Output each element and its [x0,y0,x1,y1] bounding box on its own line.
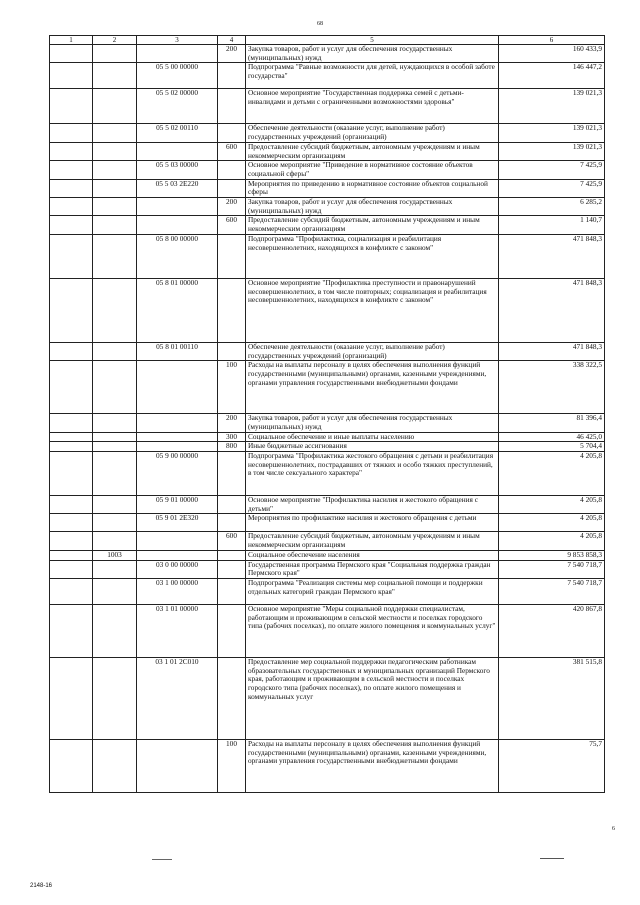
cell-c1 [50,496,93,514]
cell-c4: 200 [218,414,246,432]
cell-c2 [93,234,137,278]
cell-c3 [137,432,218,442]
cell-c6: 381 515,8 [499,657,605,739]
cell-c5: Предоставление мер социальной поддержки педагогическим работникам образовательных государственных и муниципальных организаций Пермского края, работающим и проживающим в сельской местности и поселках городского типа (рабочих поселках), по оплате жилого помещения и коммунальных услуг [246,657,499,739]
cell-c1 [50,63,93,89]
cell-c6: 139 021,3 [499,142,605,160]
table-row [50,452,605,496]
table-row [50,124,605,142]
cell-c1 [50,514,93,532]
cell-c4: 600 [218,142,246,160]
cell-c2 [93,198,137,216]
cell-c1 [50,89,93,124]
cell-c6: 7 425,9 [499,161,605,179]
cell-c4 [218,657,246,739]
cell-c1 [50,452,93,496]
table-row [50,604,605,657]
cell-c5: Основное мероприятие "Приведение в нормативное состояние объектов социальной сферы" [246,161,499,179]
cell-c3 [137,216,218,234]
cell-c6: 4 205,8 [499,532,605,550]
cell-c1 [50,161,93,179]
cell-c4: 100 [218,739,246,792]
cell-c4 [218,179,246,197]
cell-c4 [218,234,246,278]
cell-c4 [218,124,246,142]
column-header: 3 [137,36,218,45]
table-row [50,198,605,216]
cell-c6: 9 853 858,3 [499,550,605,560]
cell-c3 [137,198,218,216]
cell-c1 [50,414,93,432]
scan-mark [540,858,564,859]
cell-c1 [50,361,93,414]
cell-c6: 4 205,8 [499,496,605,514]
cell-c6: 7 540 718,7 [499,560,605,578]
cell-c6: 5 704,4 [499,442,605,452]
cell-c4 [218,278,246,342]
table-row [50,63,605,89]
cell-c4 [218,342,246,360]
table-row [50,45,605,63]
cell-c5: Подпрограмма "Реализация системы мер социальной помощи и поддержки отдельных категорий граждан Пермского края" [246,578,499,604]
cell-c4 [218,550,246,560]
cell-c6: 4 205,8 [499,514,605,532]
cell-c5: Основное мероприятие "Государственная поддержка семей с детьми-инвалидами и детьми с ограниченными возможностями здоровья" [246,89,499,124]
cell-c6: 7 540 718,7 [499,578,605,604]
cell-c3: 05 9 01 00000 [137,496,218,514]
cell-c3: 03 1 01 00000 [137,604,218,657]
cell-c1 [50,342,93,360]
column-header: 6 [499,36,605,45]
cell-c1 [50,739,93,792]
cell-c1 [50,657,93,739]
cell-c6: 1 140,7 [499,216,605,234]
cell-c3: 03 1 00 00000 [137,578,218,604]
cell-c3: 05 9 01 2Е320 [137,514,218,532]
cell-c2 [93,532,137,550]
cell-c6: 139 021,3 [499,89,605,124]
cell-c6: 4 205,8 [499,452,605,496]
cell-c4 [218,496,246,514]
cell-c2: 1003 [93,550,137,560]
cell-c6: 471 848,3 [499,278,605,342]
cell-c2 [93,124,137,142]
cell-c1 [50,442,93,452]
column-header: 5 [246,36,499,45]
cell-c4: 100 [218,361,246,414]
table-row [50,657,605,739]
cell-c2 [93,142,137,160]
table-row [50,342,605,360]
cell-c1 [50,560,93,578]
cell-c2 [93,63,137,89]
cell-c5: Подпрограмма "Равные возможности для детей, нуждающихся в особой заботе государства" [246,63,499,89]
cell-c6: 471 848,3 [499,342,605,360]
cell-c4: 600 [218,532,246,550]
cell-c3 [137,550,218,560]
cell-c5: Мероприятия по профилактике насилия и жестокого обращения с детьми [246,514,499,532]
cell-c5: Предоставление субсидий бюджетным, автономным учреждениям и иным некоммерческим организациям [246,142,499,160]
cell-c4 [218,560,246,578]
cell-c5: Социальное обеспечение населения [246,550,499,560]
cell-c6: 160 433,9 [499,45,605,63]
cell-c1 [50,432,93,442]
table-row [50,739,605,792]
cell-c6: 420 867,8 [499,604,605,657]
cell-c4 [218,604,246,657]
cell-c4: 300 [218,432,246,442]
cell-c5: Подпрограмма "Профилактика жестокого обращения с детьми и реабилитация несовершеннолетних, пострадавших от тяжких и особо тяжких преступлений, в том числе сексуального характера" [246,452,499,496]
cell-c3: 03 1 01 2С010 [137,657,218,739]
page-number: 68 [317,21,323,27]
cell-c5: Основное мероприятие "Профилактика преступности и правонарушений несовершеннолетних, в том числе повторных; социализация и реабилитация несовершеннолетних, находящихся в конфликте с законом" [246,278,499,342]
table-row [50,432,605,442]
cell-c5: Закупка товаров, работ и услуг для обеспечения государственных (муниципальных) нужд [246,45,499,63]
cell-c3: 05 9 00 00000 [137,452,218,496]
cell-c2 [93,45,137,63]
cell-c1 [50,142,93,160]
cell-c6: 81 396,4 [499,414,605,432]
cell-c3: 05 5 03 2Е220 [137,179,218,197]
cell-c4: 200 [218,198,246,216]
cell-c4: 200 [218,45,246,63]
cell-c2 [93,89,137,124]
cell-c1 [50,45,93,63]
table-row [50,442,605,452]
cell-c6: 75,7 [499,739,605,792]
cell-c6: 146 447,2 [499,63,605,89]
column-header: 1 [50,36,93,45]
cell-c1 [50,216,93,234]
cell-c6: 46 425,0 [499,432,605,442]
cell-c6: 6 285,2 [499,198,605,216]
cell-c5: Основное мероприятие "Меры социальной поддержки специалистам, работающим и проживающим в сельской местности и поселках городского типа (рабочих поселках), по оплате жилого помещения и коммунальных услуг" [246,604,499,657]
cell-c5: Социальное обеспечение и иные выплаты населению [246,432,499,442]
cell-c4: 800 [218,442,246,452]
cell-c1 [50,532,93,550]
cell-c2 [93,442,137,452]
cell-c2 [93,414,137,432]
table-row [50,216,605,234]
cell-c2 [93,342,137,360]
cell-c2 [93,452,137,496]
cell-c1 [50,578,93,604]
table-row [50,142,605,160]
cell-c4 [218,452,246,496]
cell-c3: 05 8 00 00000 [137,234,218,278]
table-row [50,361,605,414]
cell-c5: Расходы на выплаты персоналу в целях обеспечения выполнения функций государственными (муниципальными) органами, казенными учреждениями, органами управления государственными внебюджетными фондами [246,361,499,414]
cell-c5: Закупка товаров, работ и услуг для обеспечения государственных (муниципальных) нужд [246,414,499,432]
cell-c2 [93,739,137,792]
table-row [50,514,605,532]
cell-c6: 471 848,3 [499,234,605,278]
cell-c6: 7 425,9 [499,179,605,197]
cell-c2 [93,278,137,342]
cell-c5: Обеспечение деятельности (оказание услуг, выполнение работ) государственных учреждений (организаций) [246,342,499,360]
cell-c6: 338 322,5 [499,361,605,414]
cell-c4: 600 [218,216,246,234]
cell-c3: 05 5 00 00000 [137,63,218,89]
cell-c5: Закупка товаров, работ и услуг для обеспечения государственных (муниципальных) нужд [246,198,499,216]
scan-mark [152,859,172,860]
cell-c2 [93,604,137,657]
cell-c5: Обеспечение деятельности (оказание услуг, выполнение работ) государственных учреждений (организаций) [246,124,499,142]
cell-c2 [93,496,137,514]
cell-c3 [137,361,218,414]
cell-c5: Мероприятия по приведению в нормативное состояние объектов социальной сферы [246,179,499,197]
table-row [50,161,605,179]
table-row [50,234,605,278]
cell-c1 [50,198,93,216]
column-header: 2 [93,36,137,45]
cell-c2 [93,432,137,442]
cell-c2 [93,514,137,532]
cell-c3: 05 5 02 00110 [137,124,218,142]
cell-c1 [50,234,93,278]
column-header: 4 [218,36,246,45]
cell-c4 [218,514,246,532]
cell-c2 [93,179,137,197]
document-code: 2148-16 [30,883,53,889]
cell-c1 [50,124,93,142]
cell-c2 [93,216,137,234]
cell-c4 [218,63,246,89]
cell-c3 [137,532,218,550]
cell-c1 [50,179,93,197]
cell-c2 [93,560,137,578]
budget-table [49,35,605,793]
cell-c4 [218,578,246,604]
cell-c1 [50,604,93,657]
table-row [50,578,605,604]
table-row [50,532,605,550]
table-row [50,89,605,124]
cell-c5: Предоставление субсидий бюджетным, автономным учреждениям и иным некоммерческим организациям [246,532,499,550]
cell-c3: 05 5 02 00000 [137,89,218,124]
cell-c3 [137,414,218,432]
cell-c3: 05 5 03 00000 [137,161,218,179]
cell-c3 [137,739,218,792]
cell-c4 [218,89,246,124]
cell-c3 [137,45,218,63]
table-row [50,179,605,197]
cell-c3 [137,142,218,160]
cell-c3: 03 0 00 00000 [137,560,218,578]
table-row [50,278,605,342]
table-row [50,550,605,560]
margin-mark: 6 [612,826,615,832]
cell-c2 [93,578,137,604]
cell-c2 [93,161,137,179]
cell-c3: 05 8 01 00000 [137,278,218,342]
cell-c3 [137,442,218,452]
table-row [50,560,605,578]
table-row [50,414,605,432]
cell-c2 [93,361,137,414]
cell-c2 [93,657,137,739]
cell-c5: Расходы на выплаты персоналу в целях обеспечения выполнения функций государственными (муниципальными) органами, казенными учреждениями, органами управления государственными внебюджетными фондами [246,739,499,792]
cell-c5: Предоставление субсидий бюджетным, автономным учреждениям и иным некоммерческим организациям [246,216,499,234]
cell-c5: Подпрограмма "Профилактика, социализация и реабилитация несовершеннолетних, находящихся в конфликте с законом" [246,234,499,278]
cell-c1 [50,278,93,342]
cell-c5: Иные бюджетные ассигнования [246,442,499,452]
cell-c5: Государственная программа Пермского края "Социальная поддержка граждан Пермского края" [246,560,499,578]
cell-c6: 139 021,3 [499,124,605,142]
cell-c5: Основное мероприятие "Профилактика насилия и жестокого обращения с детьми" [246,496,499,514]
column-number-row [50,36,605,45]
cell-c1 [50,550,93,560]
cell-c3: 05 8 01 00110 [137,342,218,360]
table-row [50,496,605,514]
cell-c4 [218,161,246,179]
